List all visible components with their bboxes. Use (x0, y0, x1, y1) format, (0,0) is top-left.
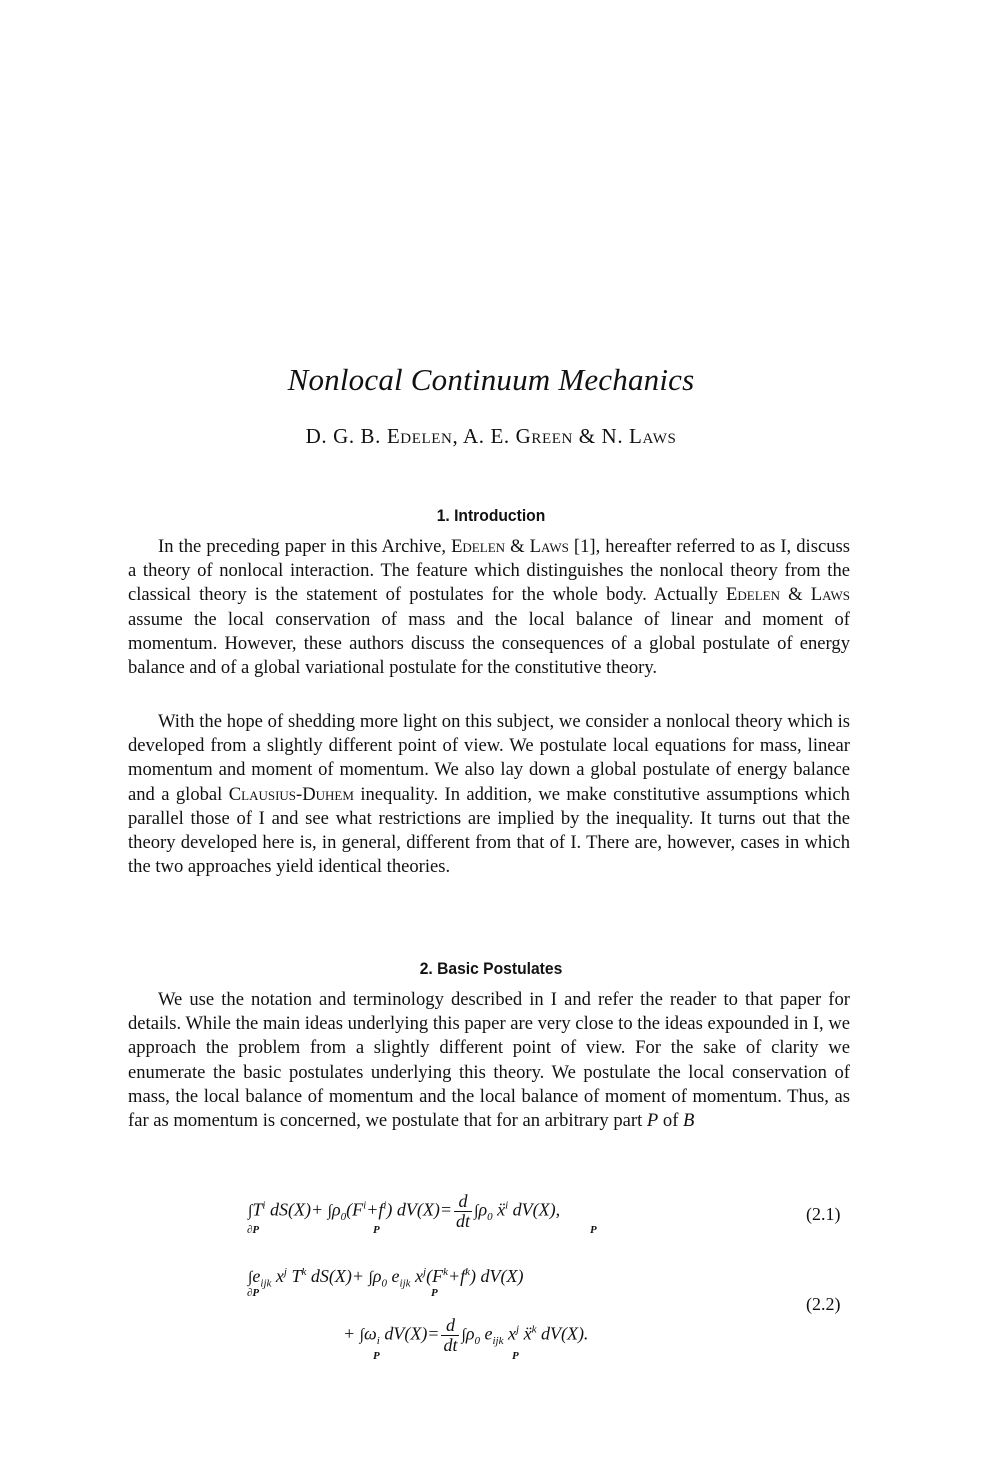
author-ref: Clausius-Duhem (228, 783, 354, 805)
limit-p: P (431, 1287, 438, 1299)
equation-2-2-line-2: + $\int\omega_i$ dV(X)= $\frac{d}{dt}$ $\int\rho_0$ $e_{ijk}$ $x^j$ ẍ$^k$ dV(X). (343, 1315, 589, 1355)
author-1-surname: Edelen (386, 424, 453, 448)
equation-number-2-2: (2.2) (806, 1294, 841, 1314)
postulates-paragraph-1 (128, 988, 850, 1133)
author-ref: Laws (810, 584, 850, 606)
author-2-surname: Green (515, 424, 573, 448)
text-run: inequality. In addition, we make constitutive assumptions which parallel those of I and see what restrictions are implied by the inequality. It turns out that the theory developed here is, in general, different from that of I. There are, however, cases in which the two approaches yield identical theories. (128, 783, 850, 878)
text-run: With the hope of shedding more light on this subject, we consider a nonlocal theory which is developed from a slightly different point of view. We postulate local equations for mass, linear momentum and moment of momentum. We also lay down a global postulate of energy balance and a global (128, 711, 850, 805)
author-1-initials: D. G. B. (305, 424, 387, 448)
limit-p: P (512, 1350, 519, 1362)
author-ref: Laws (529, 536, 569, 557)
author-ref: Edelen (726, 584, 780, 606)
section-1-heading: 1. Introduction (436, 506, 546, 525)
limit-dp: ∂P (247, 1224, 260, 1236)
limit-p: P (373, 1224, 380, 1236)
intro-paragraph-1 (128, 535, 850, 680)
author-3-initials: & N. (572, 424, 630, 448)
author-line (0, 424, 982, 449)
equation-2-1: $\int T^i$ $dS(X)+ \int\rho_0(F^i+f^i)$ dV(X)= $\frac{d}{dt}$ $\int\rho_0$ ẍ$^i$ dV(X), (248, 1191, 561, 1231)
limit-p: P (373, 1350, 380, 1362)
text-run: In the preceding paper in this Archive, (158, 536, 452, 557)
text-run: of (658, 1110, 684, 1132)
limit-p: P (590, 1224, 597, 1236)
author-2-initials: , A. E. (452, 424, 516, 448)
text-run: & (780, 584, 811, 606)
text-run: & (505, 536, 530, 557)
limit-dp: ∂P (247, 1287, 260, 1299)
section-2-heading: 2. Basic Postulates (419, 959, 563, 978)
equation-number-2-1: (2.1) (806, 1204, 841, 1224)
text-run: assume the local conservation of mass and the local balance of linear and moment of momentum. However, these authors discuss the consequences of a global postulate of energy balance and of a global variational postulate for the constitutive theory. (128, 608, 850, 679)
paper-title: Nonlocal Continuum Mechanics (287, 362, 695, 397)
equation-2-2-line-1: $\int e_{ijk}$ $x^j$ $T^k$ $dS(X)+ \int\rho_0$ $e_{ijk}$ $x^j(F^k+f^k)$ dV(X) (248, 1266, 524, 1290)
text-run: [1], hereafter referred to as I, discuss a theory of nonlocal interaction. The feature which distinguishes the nonlocal theory from the classical theory is the statement of postulates for the whole body. Actually (128, 536, 850, 606)
author-3-surname: Laws (629, 424, 677, 448)
author-ref: Edelen (451, 536, 506, 557)
variable-p: P (646, 1110, 659, 1132)
text-run: We use the notation and terminology described in I and refer the reader to that paper for details. While the main ideas underlying this paper are very close to the ideas expounded in I, we approach the problem from a slightly different point of view. For the sake of clarity we enumerate the basic postulates underlying this theory. We postulate the local conservation of mass, the local balance of momentum and the local balance of moment of momentum. Thus, as far as momentum is concerned, we postulate that for an arbitrary part (128, 989, 851, 1132)
variable-b: B (683, 1110, 695, 1132)
intro-paragraph-2 (128, 710, 850, 879)
